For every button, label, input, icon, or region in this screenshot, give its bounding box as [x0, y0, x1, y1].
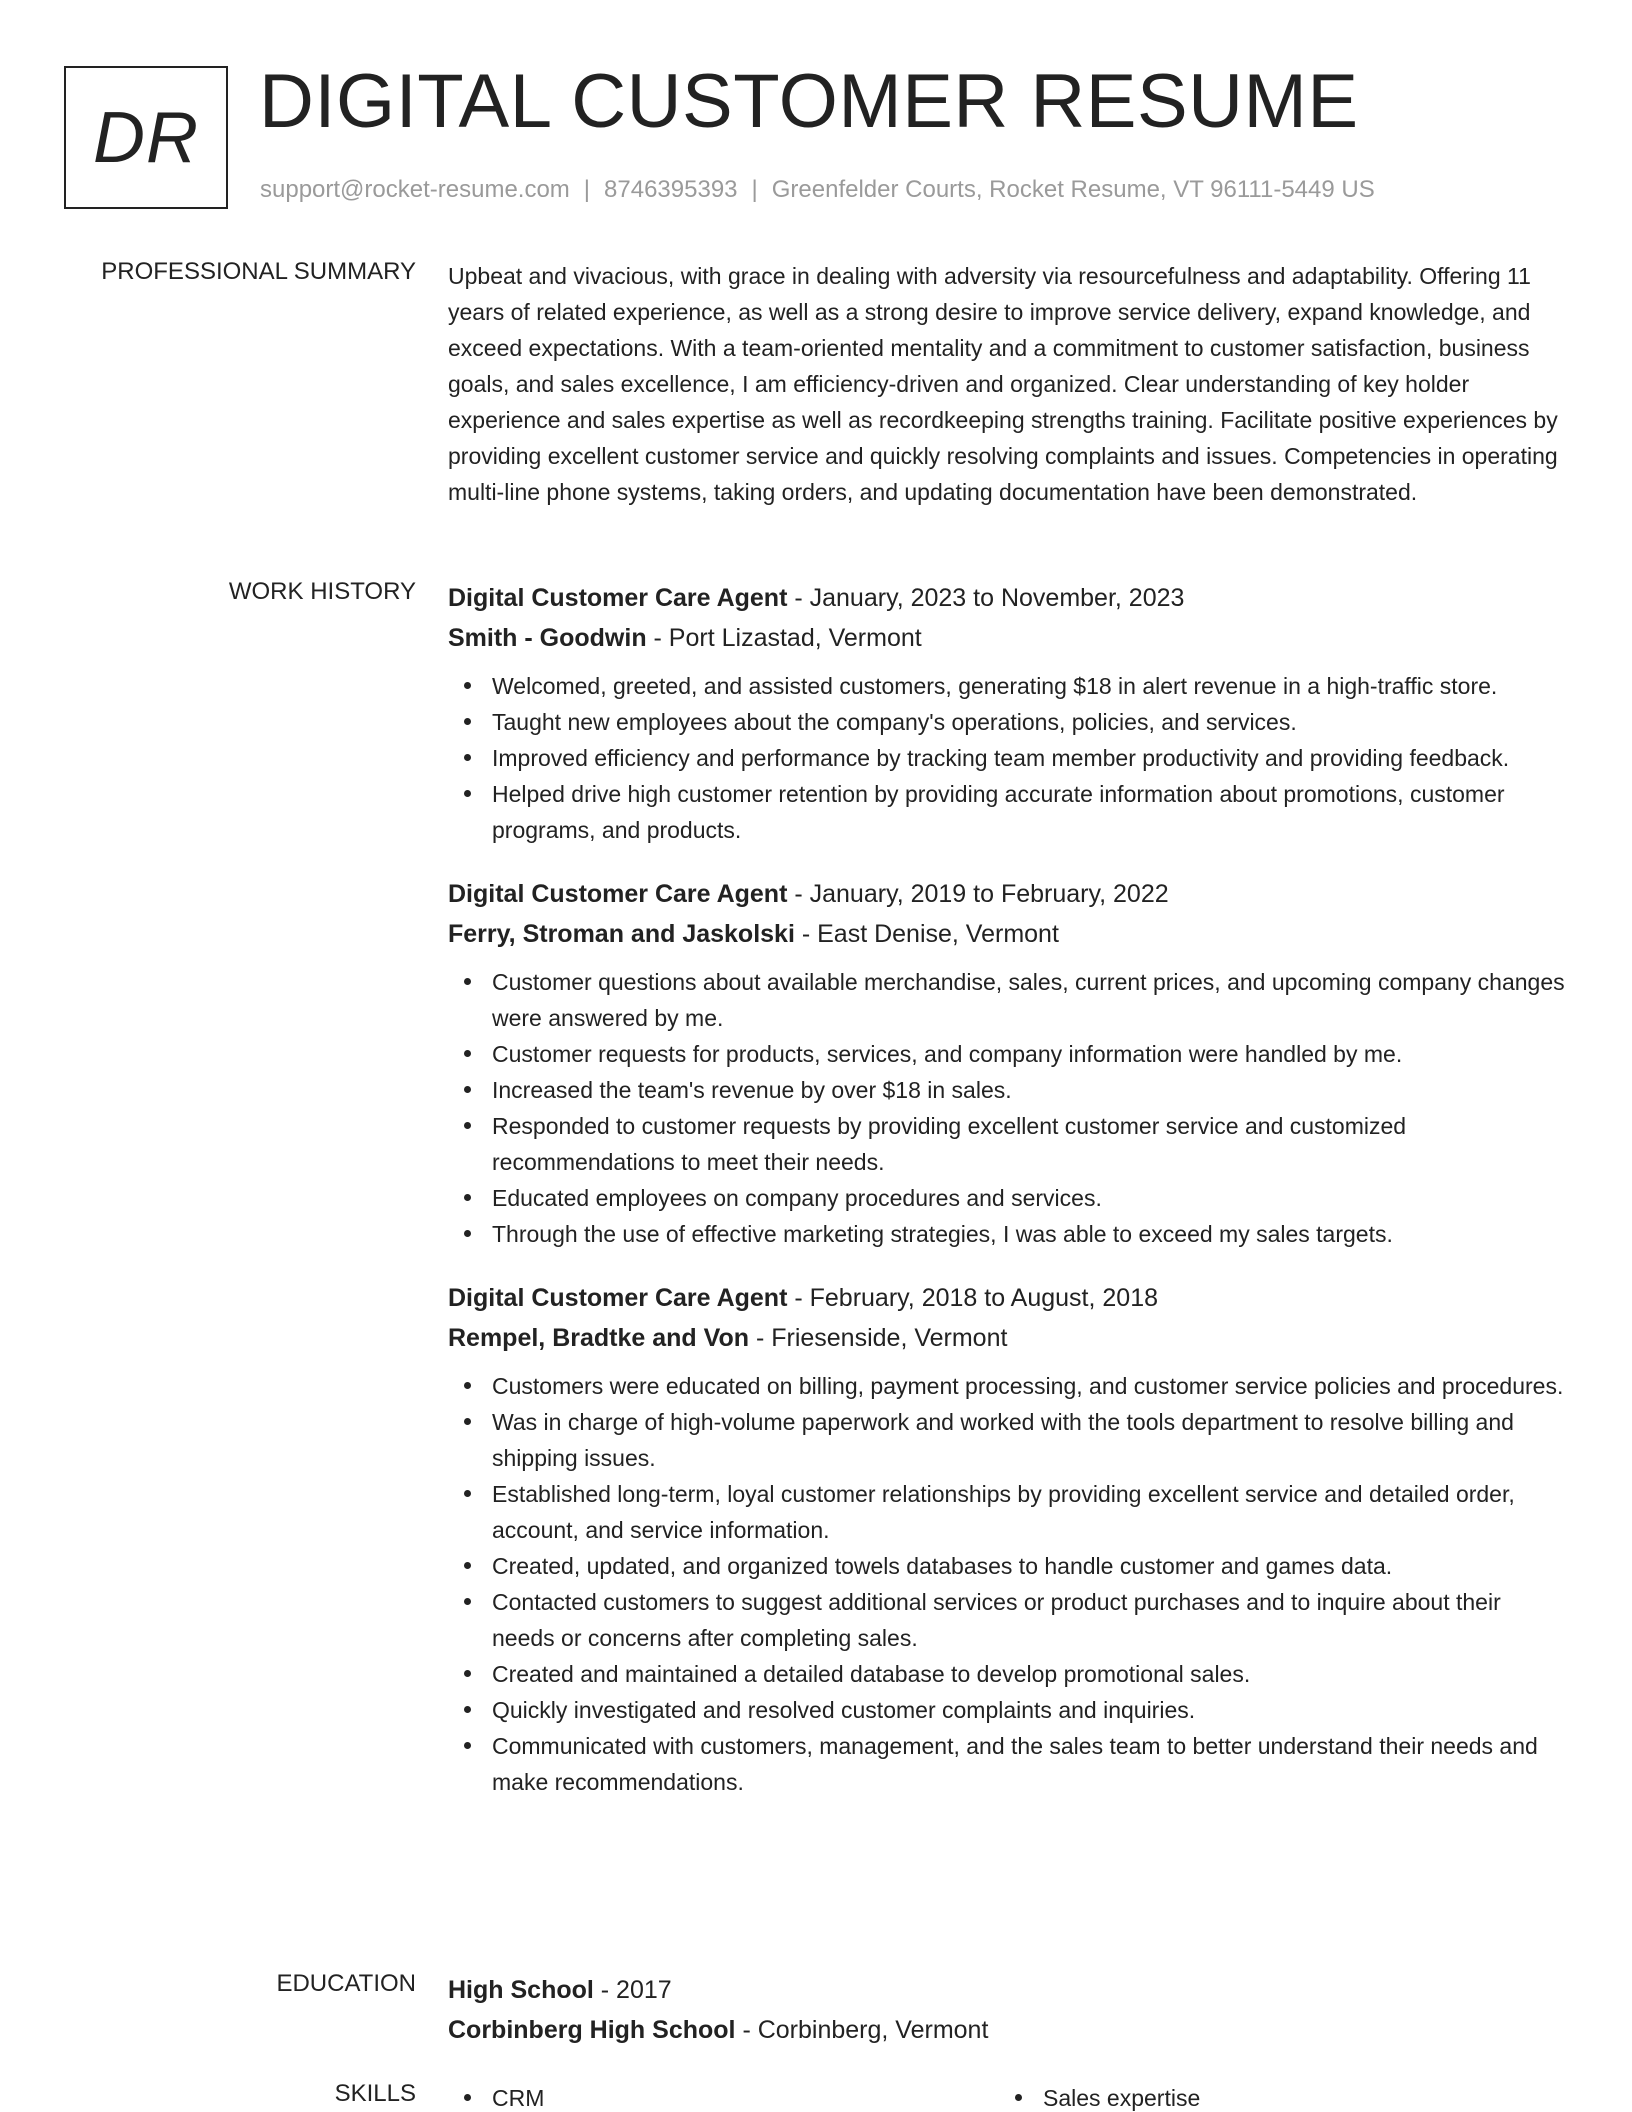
education-school: Corbinberg High School [448, 2016, 736, 2044]
section-label-work-history: WORK HISTORY [228, 578, 416, 605]
monogram-logo: DR [64, 66, 228, 209]
job-company: Rempel, Bradtke and Von [448, 1324, 749, 1352]
job-bullet: Through the use of effective marketing strategies, I was able to exceed my sales targets. [448, 1216, 1566, 1252]
job-title: Digital Customer Care Agent [448, 584, 788, 612]
education-degree-line [448, 1970, 1566, 2010]
skills-list [448, 2080, 1566, 2112]
education-location: - Corbinberg, Vermont [735, 2016, 989, 2044]
job-bullet: Created and maintained a detailed database to develop promotional sales. [448, 1656, 1566, 1692]
job-company-line [448, 618, 1566, 658]
education-school-line [448, 2010, 1566, 2050]
job-bullet: Was in charge of high-volume paperwork and worked with the tools department to resolve billing and shipping issues. [448, 1404, 1566, 1476]
job-dates: - January, 2019 to February, 2022 [787, 880, 1169, 908]
contact-line [260, 176, 1375, 204]
job-bullet: Customer questions about available merchandise, sales, current prices, and upcoming company changes were answered by me. [448, 964, 1566, 1036]
section-label-education: EDUCATION [276, 1970, 416, 1997]
job-bullet: Quickly investigated and resolved customer complaints and inquiries. [448, 1692, 1566, 1728]
section-label-summary: PROFESSIONAL SUMMARY [101, 258, 416, 285]
job-bullet: Improved efficiency and performance by tracking team member productivity and providing feedback. [448, 740, 1566, 776]
contact-separator: | [583, 176, 591, 203]
job-location: - East Denise, Vermont [794, 920, 1059, 948]
job-location: - Port Lizastad, Vermont [646, 624, 922, 652]
job-company: Smith - Goodwin [448, 624, 647, 652]
job-company-line [448, 914, 1566, 954]
job-entry [448, 1278, 1566, 1800]
contact-address: Greenfelder Courts, Rocket Resume, VT 96111-5449 US [771, 176, 1375, 203]
job-bullet: Created, updated, and organized towels databases to handle customer and games data. [448, 1548, 1566, 1584]
job-bullet: Established long-term, loyal customer relationships by providing excellent service and detailed order, account, and service information. [448, 1476, 1566, 1548]
job-bullet: Educated employees on company procedures and services. [448, 1180, 1566, 1216]
section-label-skills: SKILLS [334, 2080, 416, 2107]
job-title-line [448, 1278, 1566, 1318]
job-dates: - February, 2018 to August, 2018 [787, 1284, 1159, 1312]
education-degree: High School [448, 1976, 594, 2004]
job-bullet: Contacted customers to suggest additional services or product purchases and to inquire about their needs or concerns after completing sales. [448, 1584, 1566, 1656]
contact-separator: | [751, 176, 758, 203]
job-dates: - January, 2023 to November, 2023 [787, 584, 1185, 612]
skill-item: CRM [448, 2080, 999, 2112]
job-title-line [448, 578, 1566, 618]
contact-email[interactable]: support@rocket-resume.com [260, 176, 570, 203]
summary-text: Upbeat and vivacious, with grace in dealing with adversity via resourcefulness and adaptability. Offering 11 years of related experience, as well as a strong desire to improve service delivery, expand knowledge, and exceed expectations. With a team-oriented mentality and a commitment to customer satisfaction, business goals, and sales excellence, I am efficiency-driven and organized. Clear understanding of key holder experience and sales expertise as well as recordkeeping strengths training. Facilitate positive experiences by providing excellent customer service and quickly resolving complaints and issues. Competencies in operating multi-line phone systems, taking orders, and updating documentation have been demonstrated. [448, 263, 1558, 505]
job-entry [448, 874, 1566, 1252]
job-company: Ferry, Stroman and Jaskolski [448, 920, 795, 948]
resume-title: DIGITAL CUSTOMER RESUME [259, 59, 1359, 144]
job-location: - Friesenside, Vermont [749, 1324, 1008, 1352]
job-bullet: Communicated with customers, management, and the sales team to better understand their needs and make recommendations. [448, 1728, 1566, 1800]
job-bullet: Welcomed, greeted, and assisted customers, generating $18 in alert revenue in a high-traffic store. [448, 668, 1566, 704]
job-bullet: Taught new employees about the company's operations, policies, and services. [448, 704, 1566, 740]
skill-item: Sales expertise [999, 2080, 1550, 2112]
job-bullet: Customers were educated on billing, payment processing, and customer service policies and procedures. [448, 1368, 1566, 1404]
job-title: Digital Customer Care Agent [448, 1284, 788, 1312]
job-entry [448, 578, 1566, 848]
job-bullets [448, 964, 1566, 1252]
job-bullet: Helped drive high customer retention by providing accurate information about promotions, customer programs, and products. [448, 776, 1566, 848]
job-title-line [448, 874, 1566, 914]
education-year: - 2017 [593, 1976, 672, 2004]
job-bullet: Responded to customer requests by providing excellent customer service and customized recommendations to meet their needs. [448, 1108, 1566, 1180]
job-company-line [448, 1318, 1566, 1358]
job-title: Digital Customer Care Agent [448, 880, 788, 908]
job-bullet: Customer requests for products, services, and company information were handled by me. [448, 1036, 1566, 1072]
job-bullet: Increased the team's revenue by over $18 in sales. [448, 1072, 1566, 1108]
job-bullets [448, 1368, 1566, 1800]
contact-phone[interactable]: 8746395393 [604, 176, 738, 203]
job-bullets [448, 668, 1566, 848]
